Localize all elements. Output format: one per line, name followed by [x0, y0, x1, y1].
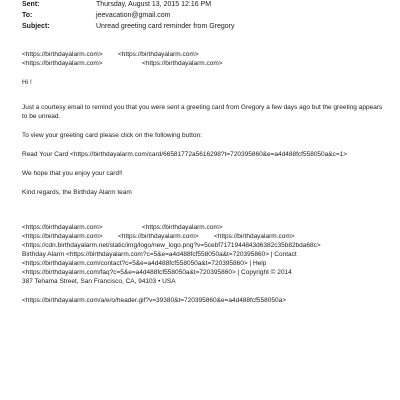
to-value: jeevacation@gmail.com: [96, 12, 171, 19]
email-body: [22, 50, 390, 305]
footer-link-row-2: [22, 232, 390, 241]
link-row-1: [22, 50, 390, 59]
link-row-2: [22, 59, 390, 68]
logo-link[interactable]: <https://cdn.birthdayalarm.net/static/img/logo/new_logo.png?v=5cebf7171944843d6382c35b82bda68c>: [22, 242, 321, 249]
hope-line: We hope that you enjoy your card!!: [22, 170, 123, 177]
birthday-alarm-line[interactable]: Birthday Alarm <https://birthdayalarm.com?c=5&e=a4d488fcf558050a&t=720395860> | Contact: [22, 251, 297, 258]
contact-line[interactable]: <https://birthdayalarm.com/contact?c=5&e=a4d488fcf558050a&t=720395860> | Help: [22, 260, 267, 267]
link-b[interactable]: <https://birthdayalarm.com>: [118, 51, 199, 58]
subject-value: Unread greeting card reminder from Gregory: [96, 23, 235, 30]
subject-label: Subject:: [22, 23, 50, 30]
footer-link-1b[interactable]: <https://birthdayalarm.com>: [142, 224, 223, 231]
footer-link-2a[interactable]: <https://birthdayalarm.com>: [22, 233, 103, 240]
email-header: [22, 0, 392, 33]
sent-value: Thursday, August 13, 2015 12:16 PM: [96, 1, 212, 8]
sent-row: [22, 0, 392, 11]
greeting: Hi !: [22, 79, 32, 86]
sent-label: Sent:: [22, 1, 40, 8]
link-d[interactable]: <https://birthdayalarm.com>: [142, 60, 223, 67]
subject-row: [22, 22, 392, 33]
paragraph-reminder: Just a courtesy email to remind you that you were sent a greeting card from Gregory a few days ago but the greeting appears to be unread.: [22, 104, 383, 120]
header-gif-link[interactable]: <https://birthdayalarm.com/a/e/o/header.gif?v=39380&t=720395860&e=a4d488fcf558050a>: [22, 297, 286, 304]
paragraph-instructions: To view your greeting card please click on the following button:: [22, 132, 202, 139]
read-card-link[interactable]: Read Your Card <https://birthdayalarm.com/card/66581772a5616298?t=720395860&e=a4d488fcf558050a&c=1>: [22, 151, 348, 158]
faq-line[interactable]: <https://birthdayalarm.com/faq?c=5&e=a4d488fcf558050a&t=720395860> | Copyright © 2014: [22, 269, 292, 276]
link-a[interactable]: <https://birthdayalarm.com>: [22, 51, 103, 58]
to-row: [22, 11, 392, 22]
to-label: To:: [22, 12, 33, 19]
signoff: Kind regards, the Birthday Alarm team: [22, 189, 132, 196]
footer-link-2b[interactable]: <https://birthdayalarm.com>: [118, 233, 199, 240]
footer-link-row-1: [22, 223, 390, 232]
address-line: 387 Tehama Street, San Francisco, CA, 94103 • USA: [22, 278, 176, 285]
footer-link-1a[interactable]: <https://birthdayalarm.com>: [22, 224, 103, 231]
footer-link-2c[interactable]: <https://birthdayalarm.com>: [214, 233, 295, 240]
link-c[interactable]: <https://birthdayalarm.com>: [22, 60, 103, 67]
